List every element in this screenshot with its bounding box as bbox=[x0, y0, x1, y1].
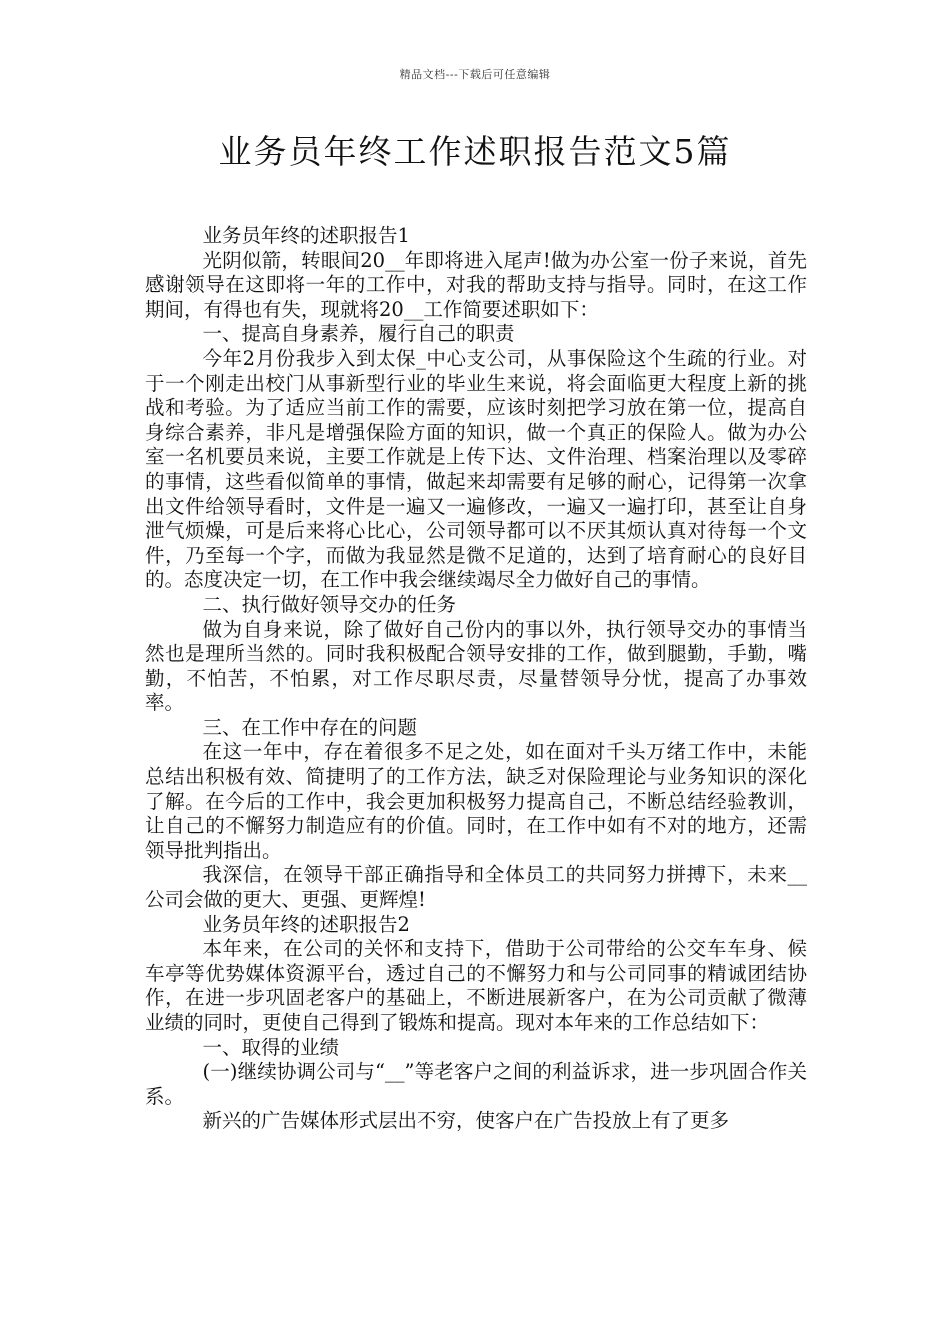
header-note: 精品文档---下载后可任意编辑 bbox=[399, 68, 551, 81]
paragraph: 光阴似箭，转眼间20__年即将进入尾声!做为办公室一份子来说，首先感谢领导在这即将一年的工作中，对我的帮助支持与指导。同时，在这工作期间，有得也有失，现就将20__工作简要述职如下： bbox=[145, 248, 807, 321]
paragraph: 新兴的广告媒体形式层出不穷，使客户在广告投放上有了更多 bbox=[202, 1109, 730, 1133]
paragraph: 我深信，在领导干部正确指导和全体员工的共同努力拼搏下，未来__公司会做的更大、更强、更辉煌! bbox=[145, 863, 807, 912]
paragraph: 今年2月份我步入到太保_中心支公司，从事保险这个生疏的行业。对于一个刚走出校门从事新型行业的毕业生来说，将会面临更大程度上新的挑战和考验。为了适应当前工作的需要，应该时刻把学习放在第一位，提高自身综合素养，非凡是增强保险方面的知识，做一个真正的保险人。做为办公室一名机要员来说，主要工作就是上传下达、文件治理、档案治理以及零碎的事情，这些看似简单的事情，做起来却需要有足够的耐心，记得第一次拿出文件给领导看时，文件是一遍又一遍修改，一遍又一遍打印，甚至让自身泄气烦燥，可是后来将心比心，公司领导都可以不厌其烦认真对待每一个文件，乃至每一个字，而做为我显然是微不足道的，达到了培育耐心的良好目的。态度决定一切，在工作中我会继续竭尽全力做好自己的事情。 bbox=[145, 346, 807, 592]
paragraph: 本年来，在公司的关怀和支持下，借助于公司带给的公交车车身、候车亭等优势媒体资源平台，透过自己的不懈努力和与公司同事的精诚团结协作，在进一步巩固老客户的基础上，不断进展新客户，在为公司贡献了微薄业绩的同时，更使自己得到了锻炼和提高。现对本年来的工作总结如下： bbox=[145, 937, 807, 1034]
subsection-heading: 一、取得的业绩 bbox=[202, 1035, 340, 1059]
paragraph: (一)继续协调公司与“__”等老客户之间的利益诉求，进一步巩固合作关系。 bbox=[145, 1060, 807, 1108]
subsection-heading: 三、在工作中存在的问题 bbox=[202, 715, 418, 739]
subsection-heading: 二、执行做好领导交办的任务 bbox=[202, 592, 457, 616]
section-heading: 业务员年终的述职报告1 bbox=[202, 224, 410, 247]
section-heading: 业务员年终的述职报告2 bbox=[202, 912, 410, 936]
document-title: 业务员年终工作述职报告范文5篇 bbox=[218, 132, 732, 171]
paragraph: 在这一年中，存在着很多不足之处，如在面对千头万绪工作中，未能总结出积极有效、简捷明了的工作方法，缺乏对保险理论与业务知识的深化了解。在今后的工作中，我会更加积极努力提高自己，不断总结经验教训，让自己的不懈努力制造应有的价值。同时，在工作中如有不对的地方，还需领导批判指出。 bbox=[145, 740, 807, 862]
subsection-heading: 一、提高自身素养，履行自己的职责 bbox=[202, 322, 515, 346]
paragraph: 做为自身来说，除了做好自己份内的事以外，执行领导交办的事情当然也是理所当然的。同时我积极配合领导安排的工作，做到腿勤，手勤，嘴勤，不怕苦，不怕累，对工作尽职尽责，尽量替领导分忧，提高了办事效率。 bbox=[145, 617, 807, 715]
document-body bbox=[145, 224, 807, 1134]
